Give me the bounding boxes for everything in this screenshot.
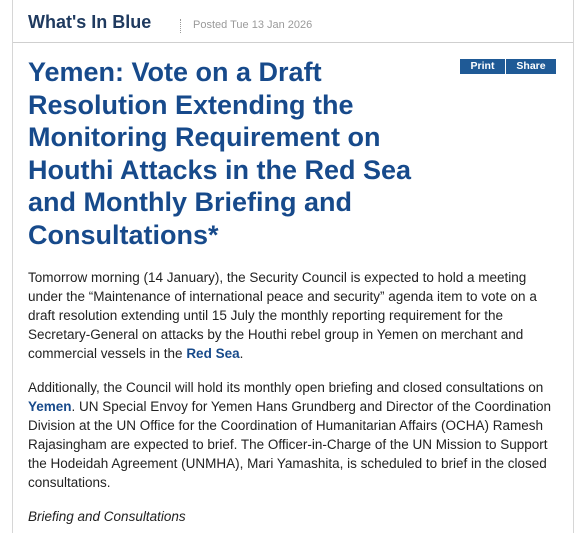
red-sea-link[interactable]: Red Sea bbox=[186, 346, 240, 361]
posted-date: Posted Tue 13 Jan 2026 bbox=[193, 19, 313, 31]
article-title: Yemen: Vote on a Draft Resolution Extending the Monitoring Requirement on Houthi Attacks in the Red Sea and Monthly Briefing and Consultations* bbox=[28, 57, 412, 250]
blog-header bbox=[13, 0, 573, 43]
blog-title-link[interactable]: What's In Blue bbox=[28, 12, 152, 32]
paragraph-2-text: Additionally, the Council will hold its monthly open briefing and closed consultations on bbox=[28, 380, 544, 395]
section-subheading: Briefing and Consultations bbox=[28, 509, 186, 524]
yemen-link[interactable]: Yemen bbox=[28, 399, 72, 414]
paragraph-1-end: . bbox=[239, 346, 244, 361]
paragraph-2-end: . UN Special Envoy for Yemen Hans Grundberg and Director of the Coordination Division at the UN Office for the Coordination of Humanitarian Affairs (OCHA) Ramesh Rajasingham are expected to brief. The Officer-in-Charge of the UN Mission to Support the Hodeidah Agreement (UNMHA), Mari Yamashita, is scheduled to brief in the closed consultations. bbox=[28, 399, 552, 490]
article-actions bbox=[460, 59, 556, 74]
header-divider bbox=[180, 19, 182, 33]
article-paragraph-1 bbox=[28, 268, 558, 363]
article-paragraph-2 bbox=[28, 378, 558, 492]
content-frame bbox=[12, 0, 574, 533]
share-button[interactable]: Share bbox=[506, 59, 556, 74]
paragraph-1-text: Tomorrow morning (14 January), the Security Council is expected to hold a meeting under the “Maintenance of international peace and security” agenda item to vote on a draft resolution extending until 15 July the monthly reporting requirement for the Secretary-General on attacks by the Houthi rebel group in Yemen on merchant and commercial vessels in the bbox=[28, 270, 537, 361]
print-button[interactable]: Print bbox=[460, 59, 505, 74]
